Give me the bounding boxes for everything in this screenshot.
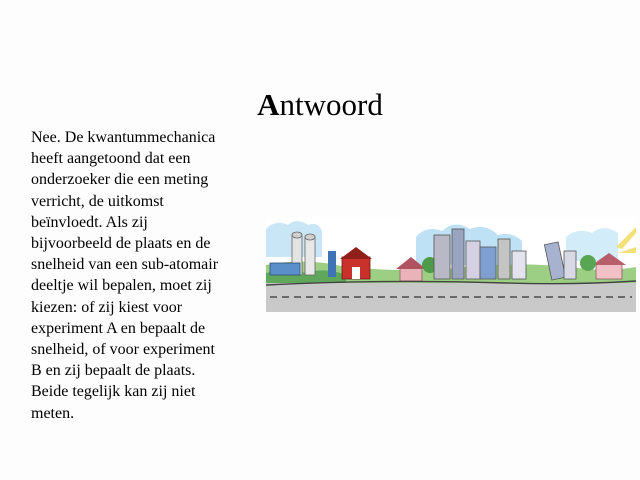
silo-2-top [305,234,315,240]
silo-1-top [292,232,302,238]
house-1 [400,267,422,281]
slide-title [0,87,640,123]
silo-2 [305,237,315,275]
tower-2 [452,229,464,279]
slide-body-text: Nee. De kwantummechanica heeft aangetoond dat een onderzoeker die een meting verricht, de uitkomst beïnvloedt. Als zij bijvoorbeeld de plaats en de snelheid van een sub-atomair deeltje wil bepalen, moet zij kiezen: of zij kiest voor experiment A en bepaalt de snelheid, of voor experiment B en zij bepaalt de plaats. Beide tegelijk kan zij niet meten. [31,129,219,422]
tower-1 [434,235,450,279]
blue-barn [270,263,300,275]
tower-6 [512,251,526,279]
red-barn-door [352,267,360,279]
tower-8 [564,251,576,279]
house-2 [596,263,622,279]
city-skyline-clipart [266,217,636,312]
slide-title-initial: A [257,86,280,122]
tree-2 [580,255,596,271]
tower-5 [498,239,510,279]
slide-title-rest: ntwoord [279,86,383,122]
water-tower [328,251,336,277]
tower-4 [480,247,496,279]
tower-3 [466,241,480,279]
